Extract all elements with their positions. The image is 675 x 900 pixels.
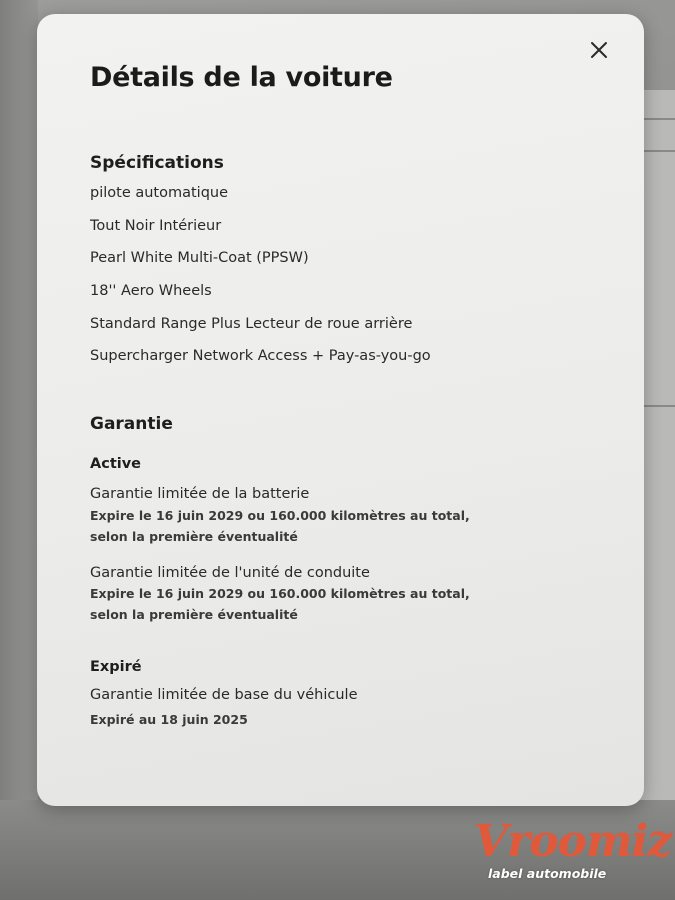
spec-item: pilote automatique <box>90 185 229 201</box>
warranty-item-detail: Expire le 16 juin 2029 ou 160.000 kilomètres au total, selon la première éventualité <box>90 586 470 622</box>
spec-item: 18'' Aero Wheels <box>90 283 212 299</box>
background-line <box>640 405 675 407</box>
close-button[interactable] <box>587 38 611 62</box>
warranty-item-name: Garantie limitée de base du véhicule <box>90 687 358 703</box>
watermark-logo <box>474 816 672 890</box>
close-icon <box>587 38 611 62</box>
spec-item: Tout Noir Intérieur <box>90 218 222 234</box>
background-line <box>640 150 675 152</box>
warranty-heading: Garantie <box>90 414 173 434</box>
warranty-active-label: Active <box>90 456 142 472</box>
spec-item: Standard Range Plus Lecteur de roue arrière <box>90 316 413 332</box>
spec-item: Pearl White Multi-Coat (PPSW) <box>90 250 309 266</box>
warranty-item-name: Garantie limitée de l'unité de conduite <box>90 565 370 581</box>
spec-item: Supercharger Network Access + Pay-as-you-go <box>90 348 431 364</box>
warranty-expired-label: Expiré <box>90 659 142 675</box>
warranty-item-name: Garantie limitée de la batterie <box>90 486 310 502</box>
watermark-brand: Vroomiz <box>474 816 672 867</box>
warranty-item-detail: Expire le 16 juin 2029 ou 160.000 kilomètres au total, selon la première éventualité <box>90 508 470 544</box>
car-details-modal <box>37 14 644 806</box>
specs-heading: Spécifications <box>90 153 224 173</box>
page-title: Détails de la voiture <box>90 62 393 93</box>
warranty-item-detail: Expiré au 18 juin 2025 <box>90 712 248 727</box>
background-line <box>640 118 675 120</box>
watermark-tagline: label automobile <box>488 866 607 881</box>
background-left <box>0 0 38 900</box>
